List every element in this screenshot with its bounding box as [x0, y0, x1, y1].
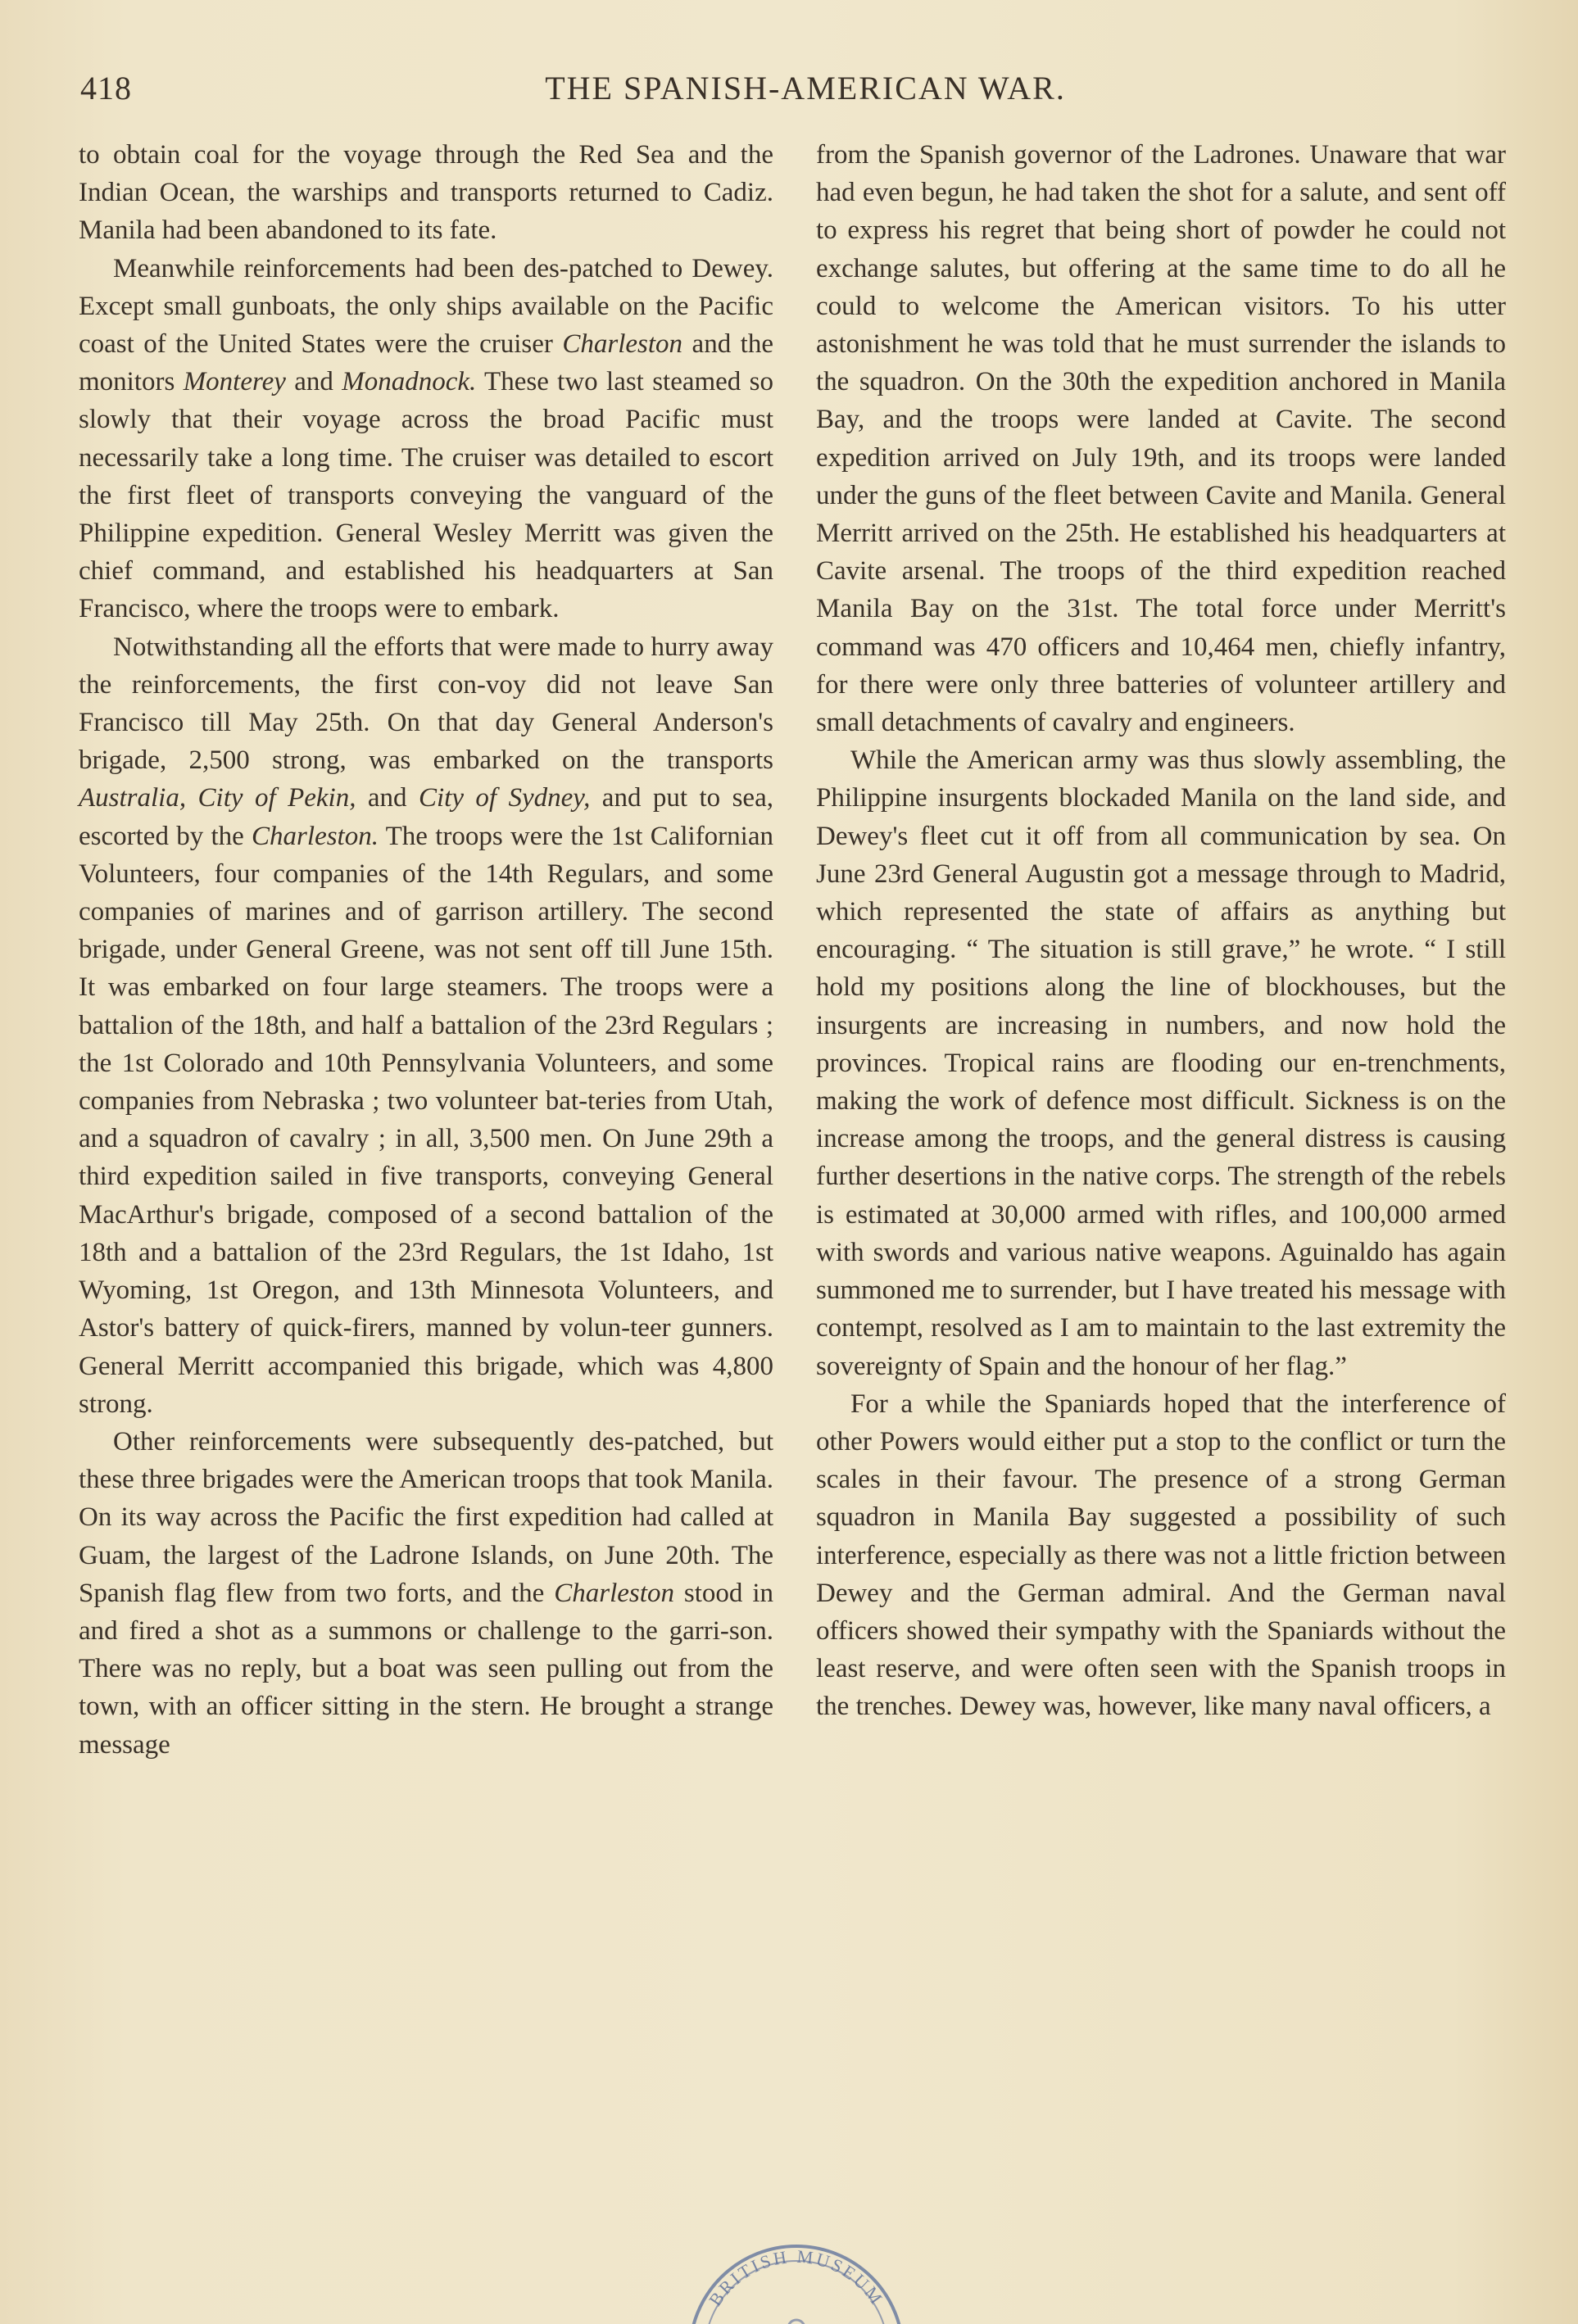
paragraph	[79, 628, 773, 1423]
text-run: Other reinforcements were subsequently des-patched, but these three brigades were the American troops that took Manila. On its way across the Pacific the first expedition had called at Guam, the largest of the Ladrone Islands, on June 20th. The Spanish flag flew from two forts, and the	[79, 1426, 773, 1608]
running-head: THE SPANISH-AMERICAN WAR.	[545, 70, 1066, 106]
text-run: Notwithstanding all the efforts that were made to hurry away the reinforcements, the first con-voy did not leave San Francisco till May 25th. On that day General Anderson's brigade, 2,500 strong, was embarked on the transports	[79, 632, 773, 776]
paragraph	[816, 741, 1506, 1384]
paragraph	[79, 136, 773, 250]
library-stamp-seal	[673, 2222, 919, 2324]
svg-text:BRITISH MUSEUM: BRITISH MUSEUM	[705, 2245, 888, 2310]
text-run: The troops were the 1st Californian Volunteers, four companies of the 14th Regulars, and some companies of marines and of garrison artillery. The second brigade, under General Greene, was not sent off till June 15th. It was embarked on four large steamers. The troops were a battalion of the 18th, and half a battalion of the 23rd Regulars ; the 1st Colorado and 10th Pennsylvania Volunteers, and some companies from Nebraska ; two volunteer bat-teries from Utah, and a squadron of cavalry ; in all, 3,500 men. On June 29th a third expedition sailed in five transports, conveying General MacArthur's brigade, composed of a second battalion of the 18th and a battalion of the 23rd Regulars, the 1st Idaho, 1st Wyoming, 1st Oregon, and 13th Minnesota Volunteers, and Astor's battery of quick-firers, manned by volun-teer gunners. General Merritt accompanied this brigade, which was 4,800 strong.	[79, 821, 773, 1419]
italic-text-run: Australia,	[79, 783, 187, 813]
italic-text-run: Charleston	[562, 329, 683, 360]
text-run: and put to sea, escorted by the	[79, 783, 773, 851]
paragraph	[79, 250, 773, 628]
text-run: stood in and fired a shot as a summons or challenge to the garri-son. There was no reply, but a boat was seen pulling out from the town, with an officer sitting in the stern. He brought a strange message	[79, 1578, 773, 1760]
paragraph	[816, 136, 1506, 741]
text-run: from the Spanish governor of the Ladrones. Unaware that war had even begun, he had taken the shot for a salute, and sent off to express his regret that being short of powder he could not exchange salutes, but offering at the same time to do all he could to welcome the American visitors. To his utter astonishment he was told that he must surrender the islands to the squadron. On the 30th the expedition anchored in Manila Bay, and the troops were landed at Cavite. The second expedition arrived on July 19th, and its troops were landed under the guns of the fleet between Cavite and Manila. General Merritt arrived on the 25th. He established his headquarters at Cavite arsenal. The troops of the third expedition reached Manila Bay on the 31st. The total force under Merritt's command was 470 officers and 10,464 men, chiefly infantry, for there were only three batteries of volunteer artillery and small detachments of cavalry and engineers.	[816, 140, 1506, 738]
italic-text-run: City of Pekin,	[197, 783, 356, 813]
italic-text-run: Charleston	[554, 1578, 674, 1608]
italic-text-run: Monadnock.	[342, 367, 477, 397]
page-number: 418	[80, 70, 132, 106]
text-run: and	[356, 783, 419, 813]
text-run: and the monitors	[79, 329, 773, 397]
text-run: These two last steamed so slowly that their voyage across the broad Pacific must necessarily take a long time. The cruiser was detailed to escort the first fleet of transports conveying the vanguard of the Philippine expedition. General Wesley Merritt was given the chief command, and established his headquarters at San Francisco, where the troops were to embark.	[79, 367, 773, 624]
right-column	[816, 136, 1506, 1726]
text-run: and	[285, 367, 342, 397]
italic-text-run: Monterey	[183, 367, 286, 397]
text-run: Meanwhile reinforcements had been des-patched to Dewey. Except small gunboats, the only ships available on the Pacific coast of the United States were the cruiser	[79, 253, 773, 360]
text-run: to obtain coal for the voyage through the Red Sea and the Indian Ocean, the warships and transports returned to Cadiz. Manila had been abandoned to its fate.	[79, 140, 773, 246]
paragraph	[79, 1423, 773, 1764]
left-column	[79, 136, 773, 1764]
italic-text-run: City of Sydney,	[418, 783, 591, 813]
text-run: For a while the Spaniards hoped that the interference of other Powers would either put a stop to the conflict or turn the scales in their favour. The presence of a strong German squadron in Manila Bay suggested a possibility of such interference, especially as there was not a little friction between Dewey and the German admiral. And the German naval officers showed their sympathy with the Spaniards without the least reserve, and were often seen with the Spanish troops in the trenches. Dewey was, however, like many naval officers, a	[816, 1389, 1506, 1722]
paragraph	[816, 1385, 1506, 1726]
text-run	[186, 783, 197, 813]
text-run: While the American army was thus slowly assembling, the Philippine insurgents blockaded Manila on the land side, and Dewey's fleet cut it off from all communication by sea. On June 23rd General Augustin got a message through to Madrid, which represented the state of affairs as anything but encouraging. “ The situation is still grave,” he wrote. “ I still hold my positions along the line of blockhouses, but the insurgents are increasing in numbers, and now hold the provinces. Tropical rains are flooding our en-trenchments, making the work of defence most difficult. Sickness is on the increase among the troops, and the general distress is causing further desertions in the native corps. The strength of the rebels is estimated at 30,000 armed with rifles, and 100,000 armed with swords and various native weapons. Aguinaldo has again summoned me to surrender, but I have treated his message with contempt, resolved as I am to maintain to the last extremity the sovereignty of Spain and the honour of her flag.”	[816, 745, 1506, 1381]
italic-text-run: Charleston.	[252, 821, 379, 851]
